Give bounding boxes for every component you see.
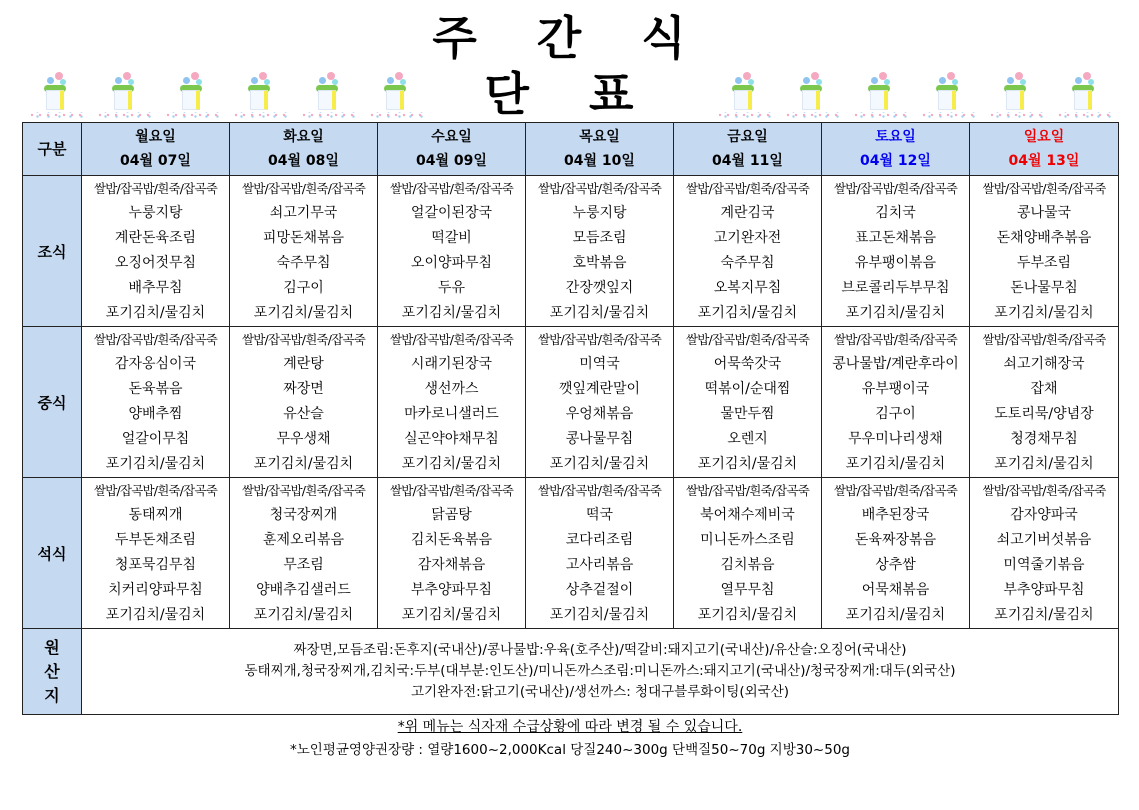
menu-item: 우엉채볶음 — [565, 406, 634, 422]
menu-item: 열무무침 — [720, 582, 775, 598]
day-name: 일요일 — [1023, 129, 1065, 145]
menu-item: 두부돈채조림 — [114, 532, 197, 548]
menu-item: 김구이 — [283, 280, 324, 296]
menu-cell — [230, 478, 378, 629]
flower-pot-icon — [158, 68, 226, 122]
menu-item: 도토리묵/양념장 — [994, 406, 1094, 422]
menu-cell — [526, 176, 674, 327]
menu-item: 물만두찜 — [720, 406, 775, 422]
menu-item: 김치볶음 — [720, 557, 775, 573]
meal-label: 조식 — [23, 176, 82, 327]
menu-item: 떡국 — [585, 507, 614, 523]
menu-item: 떡볶이/순대찜 — [704, 381, 791, 397]
day-date: 04월 10일 — [564, 153, 635, 169]
flower-pot-icon — [226, 68, 294, 122]
day-name: 금요일 — [727, 129, 768, 145]
flower-pot-icon — [982, 68, 1050, 122]
menu-item: 미역줄기볶음 — [1003, 557, 1085, 573]
menu-item: 부추양파무침 — [1003, 582, 1085, 598]
menu-item: 상추겉절이 — [565, 582, 634, 598]
flower-pot-icon — [846, 68, 914, 122]
menu-item: 두부조림 — [1016, 255, 1072, 271]
menu-cell — [674, 478, 822, 629]
day-name: 수요일 — [431, 129, 472, 145]
flower-pot-icon — [22, 68, 90, 122]
rice-option: 쌀밥/잡곡밥/흰죽/잡곡죽 — [94, 332, 217, 347]
day-header — [230, 123, 378, 176]
menu-item: 동태찌개 — [128, 507, 183, 523]
day-date: 04월 09일 — [416, 153, 487, 169]
menu-item: 콩나물무침 — [565, 431, 634, 447]
menu-item: 양배추찜 — [128, 406, 183, 422]
menu-item: 오징어젓무침 — [114, 255, 197, 271]
menu-item: 감자양파국 — [1010, 507, 1078, 523]
menu-item: 오렌지 — [727, 431, 768, 447]
menu-item: 포기김치/물김치 — [994, 305, 1094, 321]
header-row — [23, 123, 1119, 176]
menu-item: 포기김치/물김치 — [845, 456, 946, 472]
menu-item: 돈육볶음 — [128, 381, 183, 397]
day-name: 토요일 — [875, 129, 916, 145]
menu-item: 포기김치/물김치 — [549, 305, 650, 321]
meal-label: 중식 — [23, 327, 82, 478]
menu-item: 콩나물국 — [1016, 205, 1072, 221]
menu-item: 계란김국 — [720, 205, 775, 221]
day-header — [674, 123, 822, 176]
menu-item: 북어채수제비국 — [700, 507, 795, 523]
menu-cell — [970, 176, 1119, 327]
menu-item: 떡갈비 — [431, 230, 472, 246]
menu-item: 간장깻잎지 — [565, 280, 634, 296]
rice-option: 쌀밥/잡곡밥/흰죽/잡곡죽 — [94, 483, 217, 498]
origin-label-char: 원 — [44, 637, 60, 657]
origin-row — [23, 629, 1119, 715]
menu-cell — [82, 327, 230, 478]
meal-row — [23, 478, 1119, 629]
menu-item: 포기김치/물김치 — [549, 456, 650, 472]
menu-item: 코다리조림 — [565, 532, 634, 548]
rice-option: 쌀밥/잡곡밥/흰죽/잡곡죽 — [686, 332, 809, 347]
notes — [22, 716, 1118, 762]
menu-item: 양배추김샐러드 — [256, 582, 351, 598]
day-date: 04월 08일 — [268, 153, 339, 169]
rice-option: 쌀밥/잡곡밥/흰죽/잡곡죽 — [538, 483, 661, 498]
menu-item: 부추양파무침 — [410, 582, 493, 598]
menu-item: 두유 — [437, 280, 466, 296]
day-date: 04월 11일 — [712, 153, 783, 169]
category-header: 구분 — [23, 123, 82, 176]
menu-item: 콩나물밥/계란후라이 — [832, 356, 959, 372]
menu-item: 숙주무침 — [276, 255, 331, 271]
flower-decoration-right — [710, 68, 1118, 122]
menu-cell — [378, 327, 526, 478]
menu-item: 호박볶음 — [572, 255, 627, 271]
rice-option: 쌀밥/잡곡밥/흰죽/잡곡죽 — [982, 483, 1106, 498]
menu-item: 잡채 — [1030, 381, 1058, 397]
menu-item: 유부팽이볶음 — [854, 255, 937, 271]
menu-item: 포기김치/물김치 — [401, 607, 502, 623]
menu-item: 시래기된장국 — [410, 356, 493, 372]
menu-item: 배추된장국 — [861, 507, 930, 523]
day-date: 04월 12일 — [860, 153, 931, 169]
menu-item: 포기김치/물김치 — [697, 607, 798, 623]
change-notice: *위 메뉴는 식자재 수급상황에 따라 변경 될 수 있습니다. — [397, 719, 743, 735]
day-name: 목요일 — [579, 129, 620, 145]
flower-pot-icon — [710, 68, 778, 122]
rice-option: 쌀밥/잡곡밥/흰죽/잡곡죽 — [686, 181, 809, 196]
menu-item: 쇠고기해장국 — [1003, 356, 1085, 372]
menu-cell — [82, 176, 230, 327]
menu-item: 상추쌈 — [875, 557, 916, 573]
menu-item: 생선까스 — [424, 381, 479, 397]
menu-cell — [822, 478, 970, 629]
menu-item: 포기김치/물김치 — [401, 456, 502, 472]
menu-item: 포기김치/물김치 — [105, 456, 206, 472]
menu-item: 쇠고기버섯볶음 — [996, 532, 1092, 548]
menu-cell — [674, 327, 822, 478]
rice-option: 쌀밥/잡곡밥/흰죽/잡곡죽 — [390, 483, 513, 498]
rice-option: 쌀밥/잡곡밥/흰죽/잡곡죽 — [834, 181, 957, 196]
origin-line: 동태찌개,청국장찌개,김치국:두부(대부분:인도산)/미니돈까스조림:미니돈까스:돼지고기(국내산)/청국장찌개:대두(외국산) — [244, 663, 956, 679]
day-header — [822, 123, 970, 176]
origin-line: 고기완자전:닭고기(국내산)/생선까스: 청대구블루화이팅(외국산) — [410, 684, 790, 700]
day-header — [82, 123, 230, 176]
menu-item: 마카로니샐러드 — [404, 406, 499, 422]
flower-pot-icon — [294, 68, 362, 122]
menu-item: 깻잎계란말이 — [558, 381, 641, 397]
origin-line: 짜장면,모듬조림:돈후지(국내산)/콩나물밥:우육(호주산)/떡갈비:돼지고기(국내산)/유산슬:오징어(국내산) — [293, 642, 907, 658]
rice-option: 쌀밥/잡곡밥/흰죽/잡곡죽 — [390, 332, 513, 347]
menu-item: 포기김치/물김치 — [105, 607, 206, 623]
rice-option: 쌀밥/잡곡밥/흰죽/잡곡죽 — [686, 483, 809, 498]
menu-item: 청국장찌개 — [269, 507, 338, 523]
menu-item: 얼갈이무침 — [121, 431, 190, 447]
menu-item: 감자채볶음 — [417, 557, 486, 573]
menu-item: 돈나물무침 — [1010, 280, 1078, 296]
flower-decoration-left — [22, 68, 430, 122]
menu-item: 누룽지탕 — [572, 205, 627, 221]
menu-cell — [822, 327, 970, 478]
day-name: 월요일 — [135, 129, 176, 145]
menu-cell — [970, 478, 1119, 629]
menu-item: 표고돈채볶음 — [854, 230, 937, 246]
menu-item: 숙주무침 — [720, 255, 775, 271]
flower-pot-icon — [90, 68, 158, 122]
menu-item: 치커리양파무침 — [108, 582, 203, 598]
menu-cell — [82, 478, 230, 629]
menu-item: 감자옹심이국 — [114, 356, 197, 372]
rice-option: 쌀밥/잡곡밥/흰죽/잡곡죽 — [242, 332, 365, 347]
rice-option: 쌀밥/잡곡밥/흰죽/잡곡죽 — [834, 332, 957, 347]
origin-label-char: 지 — [44, 685, 60, 705]
menu-item: 포기김치/물김치 — [845, 607, 946, 623]
menu-cell — [526, 327, 674, 478]
menu-cell — [378, 478, 526, 629]
weekly-menu-table — [22, 122, 1119, 715]
menu-item: 김치돈육볶음 — [410, 532, 493, 548]
rice-option: 쌀밥/잡곡밥/흰죽/잡곡죽 — [982, 332, 1106, 347]
menu-item: 포기김치/물김치 — [105, 305, 206, 321]
rice-option: 쌀밥/잡곡밥/흰죽/잡곡죽 — [94, 181, 217, 196]
menu-item: 김구이 — [875, 406, 916, 422]
menu-item: 유산슬 — [283, 406, 324, 422]
menu-item: 계란돈육조림 — [114, 230, 197, 246]
day-header — [378, 123, 526, 176]
menu-item: 배추무침 — [128, 280, 183, 296]
meal-label: 석식 — [23, 478, 82, 629]
flower-pot-icon — [1050, 68, 1118, 122]
rice-option: 쌀밥/잡곡밥/흰죽/잡곡죽 — [242, 483, 365, 498]
meal-row — [23, 176, 1119, 327]
rice-option: 쌀밥/잡곡밥/흰죽/잡곡죽 — [390, 181, 513, 196]
menu-cell — [526, 478, 674, 629]
menu-item: 청경채무침 — [1010, 431, 1078, 447]
menu-cell — [674, 176, 822, 327]
rice-option: 쌀밥/잡곡밥/흰죽/잡곡죽 — [834, 483, 957, 498]
menu-cell — [378, 176, 526, 327]
rice-option: 쌀밥/잡곡밥/흰죽/잡곡죽 — [538, 181, 661, 196]
day-date: 04월 07일 — [120, 153, 191, 169]
menu-item: 돈채양배추볶음 — [996, 230, 1092, 246]
menu-item: 청포묵김무침 — [114, 557, 197, 573]
rice-option: 쌀밥/잡곡밥/흰죽/잡곡죽 — [538, 332, 661, 347]
menu-item: 포기김치/물김치 — [253, 456, 354, 472]
menu-item: 계란탕 — [283, 356, 324, 372]
menu-item: 포기김치/물김치 — [549, 607, 650, 623]
menu-item: 무우미나리생채 — [848, 431, 943, 447]
menu-item: 오복지무침 — [713, 280, 782, 296]
day-name: 화요일 — [283, 129, 324, 145]
menu-item: 오이양파무침 — [410, 255, 493, 271]
menu-item: 누룽지탕 — [128, 205, 183, 221]
page-title: 주 간 식 단 표 — [432, 11, 708, 121]
menu-item: 포기김치/물김치 — [697, 456, 798, 472]
menu-item: 짜장면 — [283, 381, 324, 397]
menu-item: 포기김치/물김치 — [994, 607, 1094, 623]
origin-label — [23, 629, 82, 715]
menu-item: 어묵쑥갓국 — [713, 356, 782, 372]
menu-item: 훈제오리볶음 — [262, 532, 345, 548]
menu-item: 닭곰탕 — [431, 507, 472, 523]
menu-item: 유부팽이국 — [861, 381, 930, 397]
menu-item: 무우생채 — [276, 431, 331, 447]
menu-item: 돈육짜장볶음 — [854, 532, 937, 548]
flower-pot-icon — [914, 68, 982, 122]
flower-pot-icon — [778, 68, 846, 122]
menu-item: 모듬조림 — [572, 230, 627, 246]
menu-cell — [230, 176, 378, 327]
menu-item: 피망돈채볶음 — [262, 230, 345, 246]
menu-cell — [970, 327, 1119, 478]
menu-item: 얼갈이된장국 — [410, 205, 493, 221]
menu-item: 고기완자전 — [713, 230, 782, 246]
rice-option: 쌀밥/잡곡밥/흰죽/잡곡죽 — [982, 181, 1106, 196]
menu-item: 쇠고기무국 — [269, 205, 338, 221]
origin-label-char: 산 — [44, 661, 60, 681]
day-header — [970, 123, 1119, 176]
menu-item: 무조림 — [283, 557, 324, 573]
menu-item: 미니돈까스조림 — [700, 532, 795, 548]
menu-item: 포기김치/물김치 — [845, 305, 946, 321]
menu-item: 포기김치/물김치 — [253, 607, 354, 623]
menu-item: 어묵채볶음 — [861, 582, 930, 598]
flower-pot-icon — [362, 68, 430, 122]
title-row — [22, 11, 1118, 122]
menu-item: 실곤약야채무침 — [404, 431, 499, 447]
menu-item: 브로콜리두부무침 — [841, 280, 950, 296]
day-date: 04월 13일 — [1008, 153, 1080, 169]
menu-cell — [822, 176, 970, 327]
origin-info — [82, 629, 1119, 715]
menu-cell — [230, 327, 378, 478]
nutrition-note: *노인평균영양권장량 : 열량1600~2,000Kcal 당질240~300g 단백질50~70g 지방30~50g — [290, 742, 850, 758]
menu-item: 포기김치/물김치 — [994, 456, 1094, 472]
day-header — [526, 123, 674, 176]
menu-item: 고사리볶음 — [565, 557, 634, 573]
rice-option: 쌀밥/잡곡밥/흰죽/잡곡죽 — [242, 181, 365, 196]
menu-item: 미역국 — [579, 356, 620, 372]
menu-item: 포기김치/물김치 — [253, 305, 354, 321]
menu-item: 포기김치/물김치 — [697, 305, 798, 321]
meal-row — [23, 327, 1119, 478]
menu-item: 포기김치/물김치 — [401, 305, 502, 321]
menu-item: 김치국 — [875, 205, 916, 221]
